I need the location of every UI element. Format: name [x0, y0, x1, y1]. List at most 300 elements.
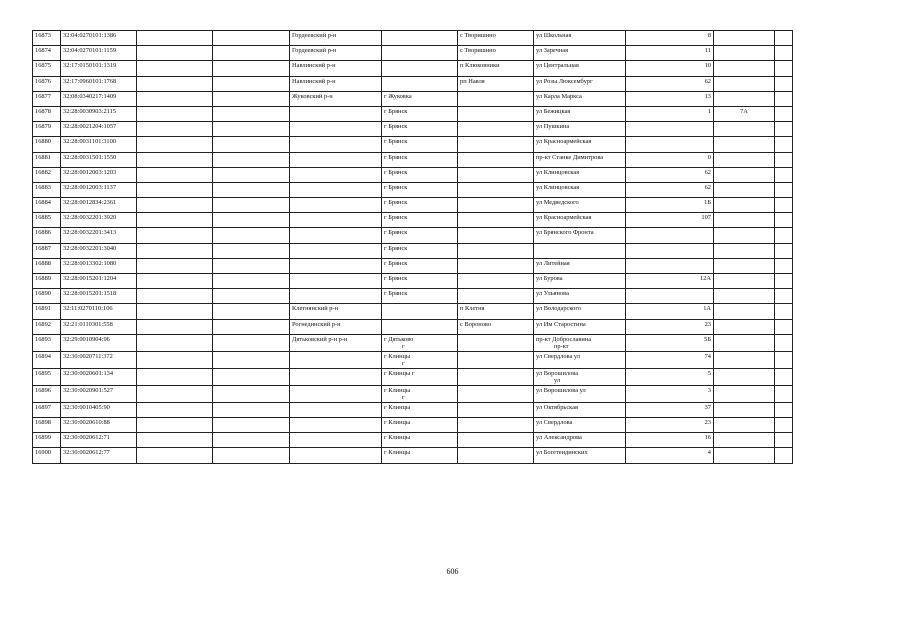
table-row — [33, 91, 793, 106]
empty-cell — [775, 351, 793, 368]
empty-cell — [137, 137, 213, 152]
empty-cell — [213, 106, 290, 121]
record-number: 16888 — [33, 258, 61, 273]
table-row — [33, 152, 793, 167]
district-cell — [290, 274, 382, 289]
building-cell — [714, 61, 775, 76]
house-cell: 8 — [626, 31, 714, 46]
building-cell — [714, 46, 775, 61]
empty-cell — [137, 334, 213, 351]
record-number: 16883 — [33, 182, 61, 197]
cadastral-number: 32:29:0010904:96 — [61, 334, 137, 351]
record-number: 16884 — [33, 198, 61, 213]
empty-cell — [213, 368, 290, 385]
cadastral-number: 32:28:0012003:1137 — [61, 182, 137, 197]
district-cell — [290, 182, 382, 197]
empty-cell — [775, 137, 793, 152]
district-cell — [290, 152, 382, 167]
empty-cell — [775, 334, 793, 351]
empty-cell — [775, 289, 793, 304]
district-cell — [290, 385, 382, 402]
table-row — [33, 402, 793, 417]
city-cell: г Брянск — [382, 122, 458, 137]
city-cell: г Дятьково г — [382, 334, 458, 351]
record-number: 16887 — [33, 243, 61, 258]
street-cell: ул Пушкина — [534, 122, 626, 137]
empty-cell — [213, 402, 290, 417]
empty-cell — [775, 228, 793, 243]
house-cell — [626, 289, 714, 304]
district-cell — [290, 167, 382, 182]
city-cell: г Брянск — [382, 152, 458, 167]
empty-cell — [213, 448, 290, 463]
locality-cell — [458, 122, 534, 137]
empty-cell — [213, 167, 290, 182]
district-cell — [290, 351, 382, 368]
district-cell — [290, 243, 382, 258]
house-cell: 1Б — [626, 198, 714, 213]
empty-cell — [137, 368, 213, 385]
city-cell — [382, 319, 458, 334]
empty-cell — [137, 417, 213, 432]
cadastral-number: 32:28:0031101:3100 — [61, 137, 137, 152]
city-cell: г Брянск — [382, 274, 458, 289]
street-cell: пр-кт Станке Димитрова — [534, 152, 626, 167]
locality-cell — [458, 228, 534, 243]
building-cell — [714, 198, 775, 213]
cadastral-number: 32:30:0020612:77 — [61, 448, 137, 463]
empty-cell — [213, 228, 290, 243]
empty-cell — [137, 76, 213, 91]
district-cell — [290, 122, 382, 137]
locality-cell: рп Навля — [458, 76, 534, 91]
cadastral-number: 32:28:0030903:2115 — [61, 106, 137, 121]
empty-cell — [775, 304, 793, 319]
empty-cell — [775, 402, 793, 417]
record-number: 16898 — [33, 417, 61, 432]
street-cell: ул Медведского — [534, 198, 626, 213]
street-cell: ул Им Старостина — [534, 319, 626, 334]
street-cell: ул Октябрьская — [534, 402, 626, 417]
district-cell — [290, 198, 382, 213]
empty-cell — [213, 31, 290, 46]
record-number: 16895 — [33, 368, 61, 385]
table-row — [33, 243, 793, 258]
empty-cell — [213, 91, 290, 106]
table-row — [33, 319, 793, 334]
house-cell: 10 — [626, 61, 714, 76]
city-cell: г Брянск — [382, 213, 458, 228]
city-cell: г Клинцы г — [382, 351, 458, 368]
building-cell — [714, 433, 775, 448]
record-number: 16886 — [33, 228, 61, 243]
district-cell: Рогнединский р-н — [290, 319, 382, 334]
locality-cell: п Клетня — [458, 304, 534, 319]
locality-cell: п Клюковники — [458, 61, 534, 76]
record-number: 16899 — [33, 433, 61, 448]
building-cell: 7А — [714, 106, 775, 121]
cadastral-number: 32:04:0270101:1159 — [61, 46, 137, 61]
cadastral-number: 32:30:0020601:134 — [61, 368, 137, 385]
district-cell: Гордеевский р-н — [290, 31, 382, 46]
empty-cell — [137, 433, 213, 448]
district-cell — [290, 137, 382, 152]
cadastral-number: 32:28:0032201:3040 — [61, 243, 137, 258]
building-cell — [714, 304, 775, 319]
street-cell: ул Заречная — [534, 46, 626, 61]
empty-cell — [137, 448, 213, 463]
empty-cell — [775, 46, 793, 61]
district-cell: Клетнянский р-н — [290, 304, 382, 319]
empty-cell — [137, 402, 213, 417]
street-cell: ул Литейная — [534, 258, 626, 273]
building-cell — [714, 368, 775, 385]
building-cell — [714, 31, 775, 46]
locality-cell: с Творишино — [458, 31, 534, 46]
record-number: 16897 — [33, 402, 61, 417]
cadastral-number: 32:17:0960101:1768 — [61, 76, 137, 91]
district-cell — [290, 289, 382, 304]
record-number: 16879 — [33, 122, 61, 137]
cadastral-number: 32:28:0032201:3920 — [61, 213, 137, 228]
house-cell: 107 — [626, 213, 714, 228]
house-cell: 23 — [626, 417, 714, 432]
empty-cell — [213, 182, 290, 197]
street-cell: ул Красноармейская — [534, 137, 626, 152]
empty-cell — [213, 198, 290, 213]
city-cell — [382, 61, 458, 76]
building-cell — [714, 137, 775, 152]
table-row — [33, 106, 793, 121]
record-number: 16889 — [33, 274, 61, 289]
district-cell — [290, 368, 382, 385]
building-cell — [714, 213, 775, 228]
empty-cell — [213, 319, 290, 334]
empty-cell — [775, 274, 793, 289]
cadastral-number: 32:28:0031501:1550 — [61, 152, 137, 167]
house-cell: 37 — [626, 402, 714, 417]
city-cell: г Клинцы — [382, 402, 458, 417]
district-cell — [290, 402, 382, 417]
record-number: 16876 — [33, 76, 61, 91]
building-cell — [714, 334, 775, 351]
house-cell — [626, 243, 714, 258]
empty-cell — [213, 76, 290, 91]
locality-cell — [458, 258, 534, 273]
district-cell — [290, 106, 382, 121]
empty-cell — [775, 258, 793, 273]
record-number: 16896 — [33, 385, 61, 402]
empty-cell — [137, 31, 213, 46]
empty-cell — [137, 228, 213, 243]
record-number: 16900 — [33, 448, 61, 463]
house-cell: 23 — [626, 319, 714, 334]
street-cell: ул Брянского Фронта — [534, 228, 626, 243]
house-cell: 5 — [626, 368, 714, 385]
city-cell — [382, 31, 458, 46]
record-number: 16882 — [33, 167, 61, 182]
empty-cell — [137, 289, 213, 304]
city-cell — [382, 76, 458, 91]
cadastral-number: 32:28:0021204:1057 — [61, 122, 137, 137]
house-cell: 13 — [626, 91, 714, 106]
house-cell: 62 — [626, 76, 714, 91]
house-cell: 5Б — [626, 334, 714, 351]
cadastral-number: 32:30:0020612:71 — [61, 433, 137, 448]
table-row — [33, 61, 793, 76]
table-row — [33, 182, 793, 197]
empty-cell — [137, 385, 213, 402]
table-row — [33, 274, 793, 289]
house-cell: 1А — [626, 304, 714, 319]
record-number: 16873 — [33, 31, 61, 46]
empty-cell — [213, 61, 290, 76]
locality-cell — [458, 198, 534, 213]
locality-cell — [458, 106, 534, 121]
empty-cell — [137, 198, 213, 213]
empty-cell — [137, 258, 213, 273]
house-cell — [626, 258, 714, 273]
table-row — [33, 258, 793, 273]
empty-cell — [775, 417, 793, 432]
record-number: 16874 — [33, 46, 61, 61]
empty-cell — [137, 182, 213, 197]
table-row — [33, 433, 793, 448]
registry-table — [32, 30, 793, 464]
empty-cell — [137, 122, 213, 137]
house-cell: 12А — [626, 274, 714, 289]
building-cell — [714, 76, 775, 91]
cadastral-number: 32:28:0015201:1204 — [61, 274, 137, 289]
city-cell: г Брянск — [382, 182, 458, 197]
cadastral-number: 32:17:0150101:1319 — [61, 61, 137, 76]
city-cell: г Брянск — [382, 289, 458, 304]
empty-cell — [137, 91, 213, 106]
empty-cell — [775, 385, 793, 402]
table-row — [33, 448, 793, 463]
district-cell: Гордеевский р-н — [290, 46, 382, 61]
district-cell: Дятьковский р-н р-н — [290, 334, 382, 351]
building-cell — [714, 182, 775, 197]
empty-cell — [775, 76, 793, 91]
empty-cell — [213, 137, 290, 152]
building-cell — [714, 122, 775, 137]
locality-cell — [458, 448, 534, 463]
house-cell — [626, 137, 714, 152]
record-number: 16878 — [33, 106, 61, 121]
city-cell: г Брянск — [382, 137, 458, 152]
empty-cell — [137, 304, 213, 319]
record-number: 16891 — [33, 304, 61, 319]
street-cell: ул Клинцовская — [534, 167, 626, 182]
building-cell — [714, 228, 775, 243]
empty-cell — [775, 448, 793, 463]
table-row — [33, 76, 793, 91]
building-cell — [714, 319, 775, 334]
district-cell: Навлинский р-н — [290, 76, 382, 91]
cadastral-number: 32:28:0032201:3413 — [61, 228, 137, 243]
record-number: 16893 — [33, 334, 61, 351]
table-row — [33, 198, 793, 213]
table-row — [33, 167, 793, 182]
building-cell — [714, 351, 775, 368]
empty-cell — [775, 122, 793, 137]
empty-cell — [775, 167, 793, 182]
street-cell: ул Красноармейская — [534, 213, 626, 228]
empty-cell — [213, 304, 290, 319]
empty-cell — [775, 243, 793, 258]
cadastral-number: 32:30:0010405:90 — [61, 402, 137, 417]
locality-cell — [458, 213, 534, 228]
street-cell — [534, 243, 626, 258]
city-cell: г Клинцы г — [382, 385, 458, 402]
locality-cell — [458, 289, 534, 304]
street-cell: ул Ворошилова ул — [534, 368, 626, 385]
street-cell: ул Школьная — [534, 31, 626, 46]
street-cell: ул Центральная — [534, 61, 626, 76]
house-cell: 62 — [626, 167, 714, 182]
locality-cell: с Вороново — [458, 319, 534, 334]
empty-cell — [137, 243, 213, 258]
city-cell: г Клинцы — [382, 433, 458, 448]
empty-cell — [213, 289, 290, 304]
empty-cell — [137, 46, 213, 61]
district-cell: Навлинский р-н — [290, 61, 382, 76]
table-row — [33, 334, 793, 351]
district-cell — [290, 417, 382, 432]
locality-cell — [458, 351, 534, 368]
table-row — [33, 351, 793, 368]
street-cell: ул Бежицкая — [534, 106, 626, 121]
empty-cell — [137, 167, 213, 182]
street-cell: ул Ульянова — [534, 289, 626, 304]
empty-cell — [775, 106, 793, 121]
table-row — [33, 137, 793, 152]
district-cell — [290, 228, 382, 243]
table-row — [33, 46, 793, 61]
city-cell: г Клинцы г — [382, 368, 458, 385]
locality-cell — [458, 243, 534, 258]
empty-cell — [213, 46, 290, 61]
table-row — [33, 304, 793, 319]
table-row — [33, 385, 793, 402]
empty-cell — [213, 122, 290, 137]
locality-cell — [458, 137, 534, 152]
empty-cell — [137, 274, 213, 289]
record-number: 16880 — [33, 137, 61, 152]
empty-cell — [137, 106, 213, 121]
district-cell — [290, 258, 382, 273]
house-cell: 1 — [626, 106, 714, 121]
cadastral-number: 32:04:0270101:1386 — [61, 31, 137, 46]
building-cell — [714, 274, 775, 289]
table-row — [33, 417, 793, 432]
building-cell — [714, 417, 775, 432]
city-cell: г Жуковка — [382, 91, 458, 106]
locality-cell: с Творишино — [458, 46, 534, 61]
empty-cell — [213, 334, 290, 351]
house-cell — [626, 122, 714, 137]
building-cell — [714, 91, 775, 106]
record-number: 16890 — [33, 289, 61, 304]
street-cell: ул Бурова — [534, 274, 626, 289]
empty-cell — [775, 319, 793, 334]
house-cell: 11 — [626, 46, 714, 61]
table-row — [33, 368, 793, 385]
empty-cell — [775, 213, 793, 228]
city-cell — [382, 304, 458, 319]
empty-cell — [137, 61, 213, 76]
street-cell: ул Розы Люксембург — [534, 76, 626, 91]
city-cell: г Брянск — [382, 167, 458, 182]
table-row — [33, 213, 793, 228]
table-row — [33, 289, 793, 304]
cadastral-number: 32:30:0020901:527 — [61, 385, 137, 402]
house-cell — [626, 228, 714, 243]
locality-cell — [458, 402, 534, 417]
district-cell — [290, 433, 382, 448]
district-cell: Жуковский р-н — [290, 91, 382, 106]
street-cell: ул Александрова — [534, 433, 626, 448]
empty-cell — [213, 243, 290, 258]
building-cell — [714, 289, 775, 304]
city-cell: г Брянск — [382, 228, 458, 243]
locality-cell — [458, 152, 534, 167]
empty-cell — [213, 385, 290, 402]
house-cell: 3 — [626, 385, 714, 402]
building-cell — [714, 243, 775, 258]
locality-cell — [458, 368, 534, 385]
empty-cell — [775, 31, 793, 46]
district-cell — [290, 448, 382, 463]
cadastral-number: 32:21:0110301:558 — [61, 319, 137, 334]
city-cell: г Клинцы — [382, 417, 458, 432]
page-number: 606 — [446, 567, 459, 576]
empty-cell — [213, 274, 290, 289]
empty-cell — [775, 61, 793, 76]
record-number: 16877 — [33, 91, 61, 106]
table-row — [33, 31, 793, 46]
cadastral-number: 32:28:0015201:1518 — [61, 289, 137, 304]
house-cell: 74 — [626, 351, 714, 368]
house-cell: 0 — [626, 152, 714, 167]
empty-cell — [137, 351, 213, 368]
district-cell — [290, 213, 382, 228]
empty-cell — [213, 351, 290, 368]
building-cell — [714, 167, 775, 182]
empty-cell — [137, 213, 213, 228]
empty-cell — [775, 368, 793, 385]
record-number: 16885 — [33, 213, 61, 228]
table-row — [33, 122, 793, 137]
empty-cell — [213, 213, 290, 228]
house-cell: 62 — [626, 182, 714, 197]
street-cell: ул Клинцовская — [534, 182, 626, 197]
house-cell: 16 — [626, 433, 714, 448]
locality-cell — [458, 334, 534, 351]
locality-cell — [458, 433, 534, 448]
street-cell: ул Свердлова — [534, 417, 626, 432]
cadastral-number: 32:28:0012834:2361 — [61, 198, 137, 213]
empty-cell — [137, 152, 213, 167]
street-cell: ул Володарского — [534, 304, 626, 319]
locality-cell — [458, 91, 534, 106]
empty-cell — [213, 433, 290, 448]
city-cell: г Брянск — [382, 243, 458, 258]
cadastral-number: 32:30:0020711:372 — [61, 351, 137, 368]
record-number: 16881 — [33, 152, 61, 167]
empty-cell — [213, 258, 290, 273]
